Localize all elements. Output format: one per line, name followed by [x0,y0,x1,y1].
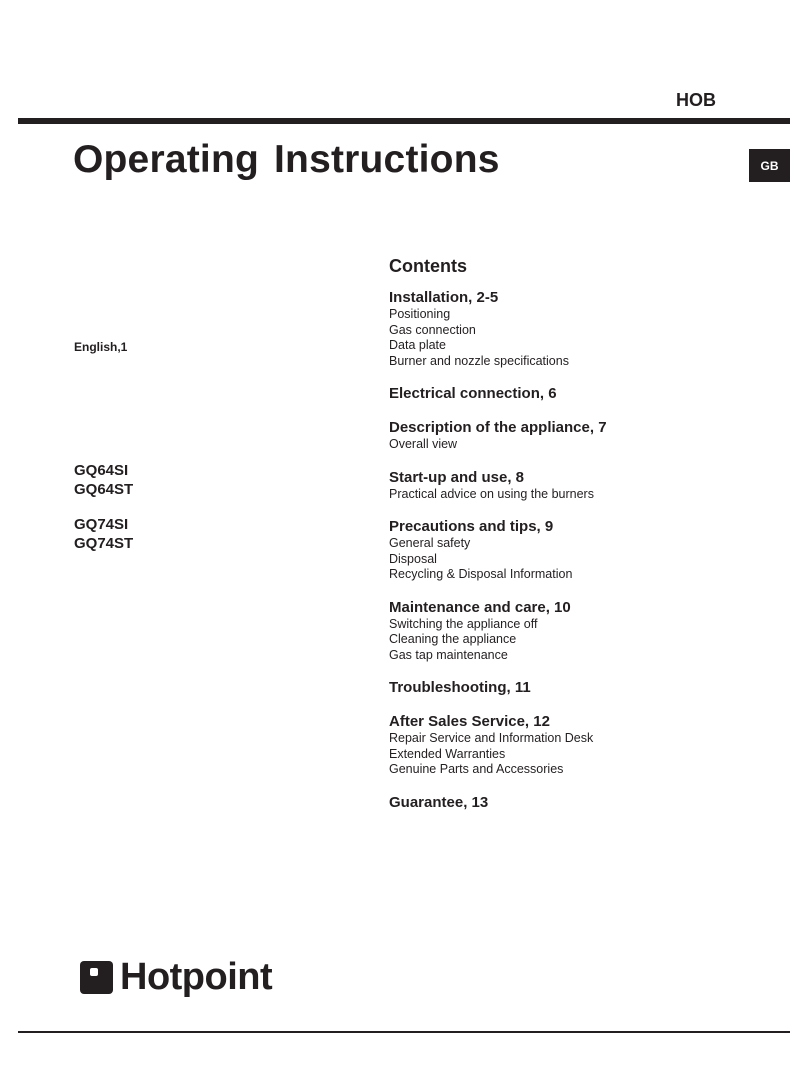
toc-item: Data plate [389,338,446,352]
toc-section-electrical [389,385,789,403]
toc-item: General safety [389,536,471,550]
toc-item: Positioning [389,307,451,321]
toc-item: Gas connection [389,322,476,337]
toc-section-installation [389,289,789,369]
toc-item: Practical advice on using the burners [389,486,594,501]
toc-item: Cleaning the appliance [389,632,517,646]
brand-name: Hotpoint [120,956,273,998]
toc-heading[interactable]: After Sales Service, 12 [389,713,550,730]
toc-section-maintenance [389,599,789,664]
toc-heading[interactable]: Precautions and tips, 9 [389,518,554,535]
model-group [74,461,133,499]
toc-heading[interactable]: Maintenance and care, 10 [389,598,571,616]
toc-heading[interactable]: Electrical connection, 6 [389,385,557,402]
toc-item: Switching the appliance off [389,616,538,631]
country-badge: GB [749,149,790,182]
toc-item: Gas tap maintenance [389,647,508,662]
toc-section-description [389,419,789,453]
toc-item: Repair Service and Information Desk [389,731,594,745]
product-category: HOB [676,90,716,110]
hotpoint-logo-icon [80,961,113,994]
toc-heading[interactable]: Installation, 2-5 [389,289,499,306]
toc-section-after-sales [389,713,789,778]
language-index: English,1 [74,340,128,354]
toc-section-startup [389,469,789,503]
toc-section-precautions [389,518,789,583]
toc-heading[interactable]: Troubleshooting, 11 [389,679,531,696]
toc-item: Recycling & Disposal Information [389,567,573,581]
model-number: GQ64SI [74,462,129,479]
brand-logo [80,956,272,999]
bottom-divider [18,1031,790,1033]
contents-title: Contents [389,256,467,276]
toc-item: Disposal [389,551,437,566]
model-number: GQ74ST [74,535,134,552]
toc-item: Overall view [389,437,458,451]
toc-item: Extended Warranties [389,746,506,761]
toc-section-troubleshooting [389,679,789,697]
toc-heading[interactable]: Guarantee, 13 [389,793,489,811]
toc-section-guarantee [389,794,789,812]
toc-heading[interactable]: Start-up and use, 8 [389,468,525,486]
table-of-contents [389,256,789,828]
top-divider [18,118,790,124]
model-number: GQ74SI [74,516,129,533]
toc-item: Genuine Parts and Accessories [389,762,564,776]
model-group [74,515,133,553]
toc-heading[interactable]: Description of the appliance, 7 [389,419,607,436]
model-list [74,461,133,569]
model-number: GQ64ST [74,481,134,498]
toc-item: Burner and nozzle specifications [389,353,569,368]
page-title: Operating Instructions [73,138,500,181]
